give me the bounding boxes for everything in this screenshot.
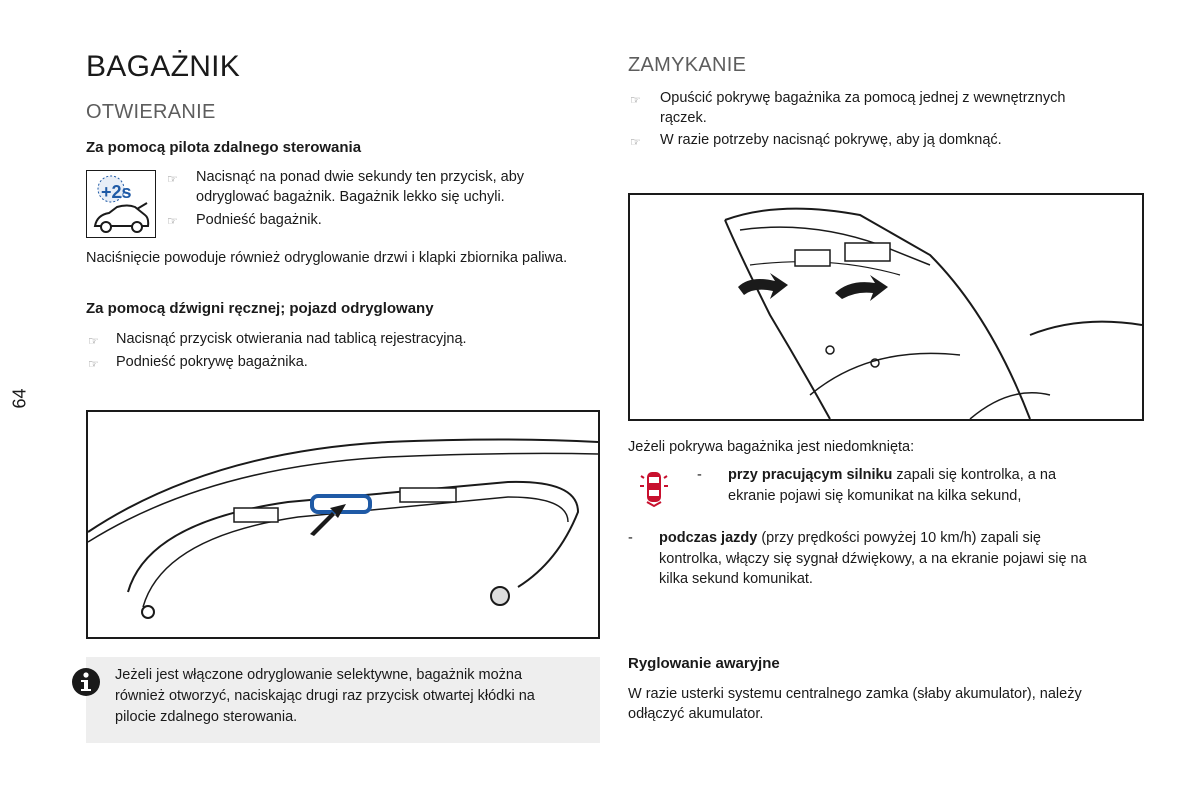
info-line-1: Jeżeli jest włączone odryglowanie selektywne, bagażnik można — [115, 667, 523, 683]
emergency-heading: Ryglowanie awaryjne — [628, 655, 780, 672]
tailgate-closing-illustration — [628, 193, 1144, 421]
section-close-heading: ZAMYKANIE — [628, 54, 747, 76]
engine-line-2: ekranie pojawi się komunikat na kilka sekund, — [728, 488, 1022, 504]
pointing-hand-icon: ☞ — [167, 214, 178, 228]
info-icon — [72, 668, 100, 696]
remote-bullet-1: Nacisnąć na ponad dwie sekundy ten przycisk, aby — [196, 169, 525, 185]
driving-dash: - — [628, 530, 633, 546]
engine-line-1: przy pracującym silniku zapali się kontrolka, a na — [728, 467, 1057, 483]
manual-heading: Za pomocą dźwigni ręcznej; pojazd odryglowany — [86, 300, 434, 317]
driving-line-2: kontrolka, włączy się sygnał dźwiękowy, a na ekranie pojawi się na — [659, 551, 1087, 567]
page-title: BAGAŻNIK — [86, 50, 241, 83]
close-bullet-1-cont: rączek. — [660, 110, 707, 126]
engine-dash: - — [697, 467, 702, 483]
info-line-3: pilocie zdalnego sterowania. — [115, 709, 298, 725]
pointing-hand-icon: ☞ — [88, 334, 99, 348]
remote-bullet-2: Podnieść bagażnik. — [196, 212, 322, 228]
ajar-intro: Jeżeli pokrywa bagażnika jest niedomknięta: — [628, 439, 915, 455]
manual-bullet-2: Podnieść pokrywę bagażnika. — [116, 354, 308, 370]
remote-heading: Za pomocą pilota zdalnego sterowania — [86, 139, 362, 156]
trunk-open-warning-icon — [640, 468, 668, 508]
driving-line-1: podczas jazdy (przy prędkości powyżej 10 km/h) zapali się — [659, 530, 1041, 546]
section-open-heading: OTWIERANIE — [86, 101, 216, 123]
info-line-2: również otworzyć, naciskając drugi raz przycisk otwartej kłódki na — [115, 688, 535, 704]
pointing-hand-icon: ☞ — [88, 357, 99, 371]
close-bullet-1: Opuścić pokrywę bagażnika za pomocą jednej z wewnętrznych — [660, 90, 1066, 106]
pointing-hand-icon: ☞ — [630, 135, 641, 149]
remote-hold-icon — [86, 170, 156, 238]
driving-line-3: kilka sekund komunikat. — [659, 571, 813, 587]
trunk-button-illustration — [86, 410, 600, 639]
pointing-hand-icon: ☞ — [630, 93, 641, 107]
manual-bullet-1: Nacisnąć przycisk otwierania nad tablicą rejestracyjną. — [116, 331, 467, 347]
pointing-hand-icon: ☞ — [167, 172, 178, 186]
remote-note: Naciśnięcie powoduje również odryglowanie drzwi i klapki zbiornika paliwa. — [86, 250, 568, 266]
remote-bullet-1-cont: odryglować bagażnik. Bagażnik lekko się uchyli. — [196, 189, 505, 205]
emergency-line-2: odłączyć akumulator. — [628, 706, 764, 722]
page-number: 64 — [9, 388, 30, 409]
emergency-line-1: W razie usterki systemu centralnego zamka (słaby akumulator), należy — [628, 686, 1082, 702]
close-bullet-2: W razie potrzeby nacisnąć pokrywę, aby ją domknąć. — [660, 132, 1002, 148]
remote-badge-text: +2s — [101, 182, 132, 202]
